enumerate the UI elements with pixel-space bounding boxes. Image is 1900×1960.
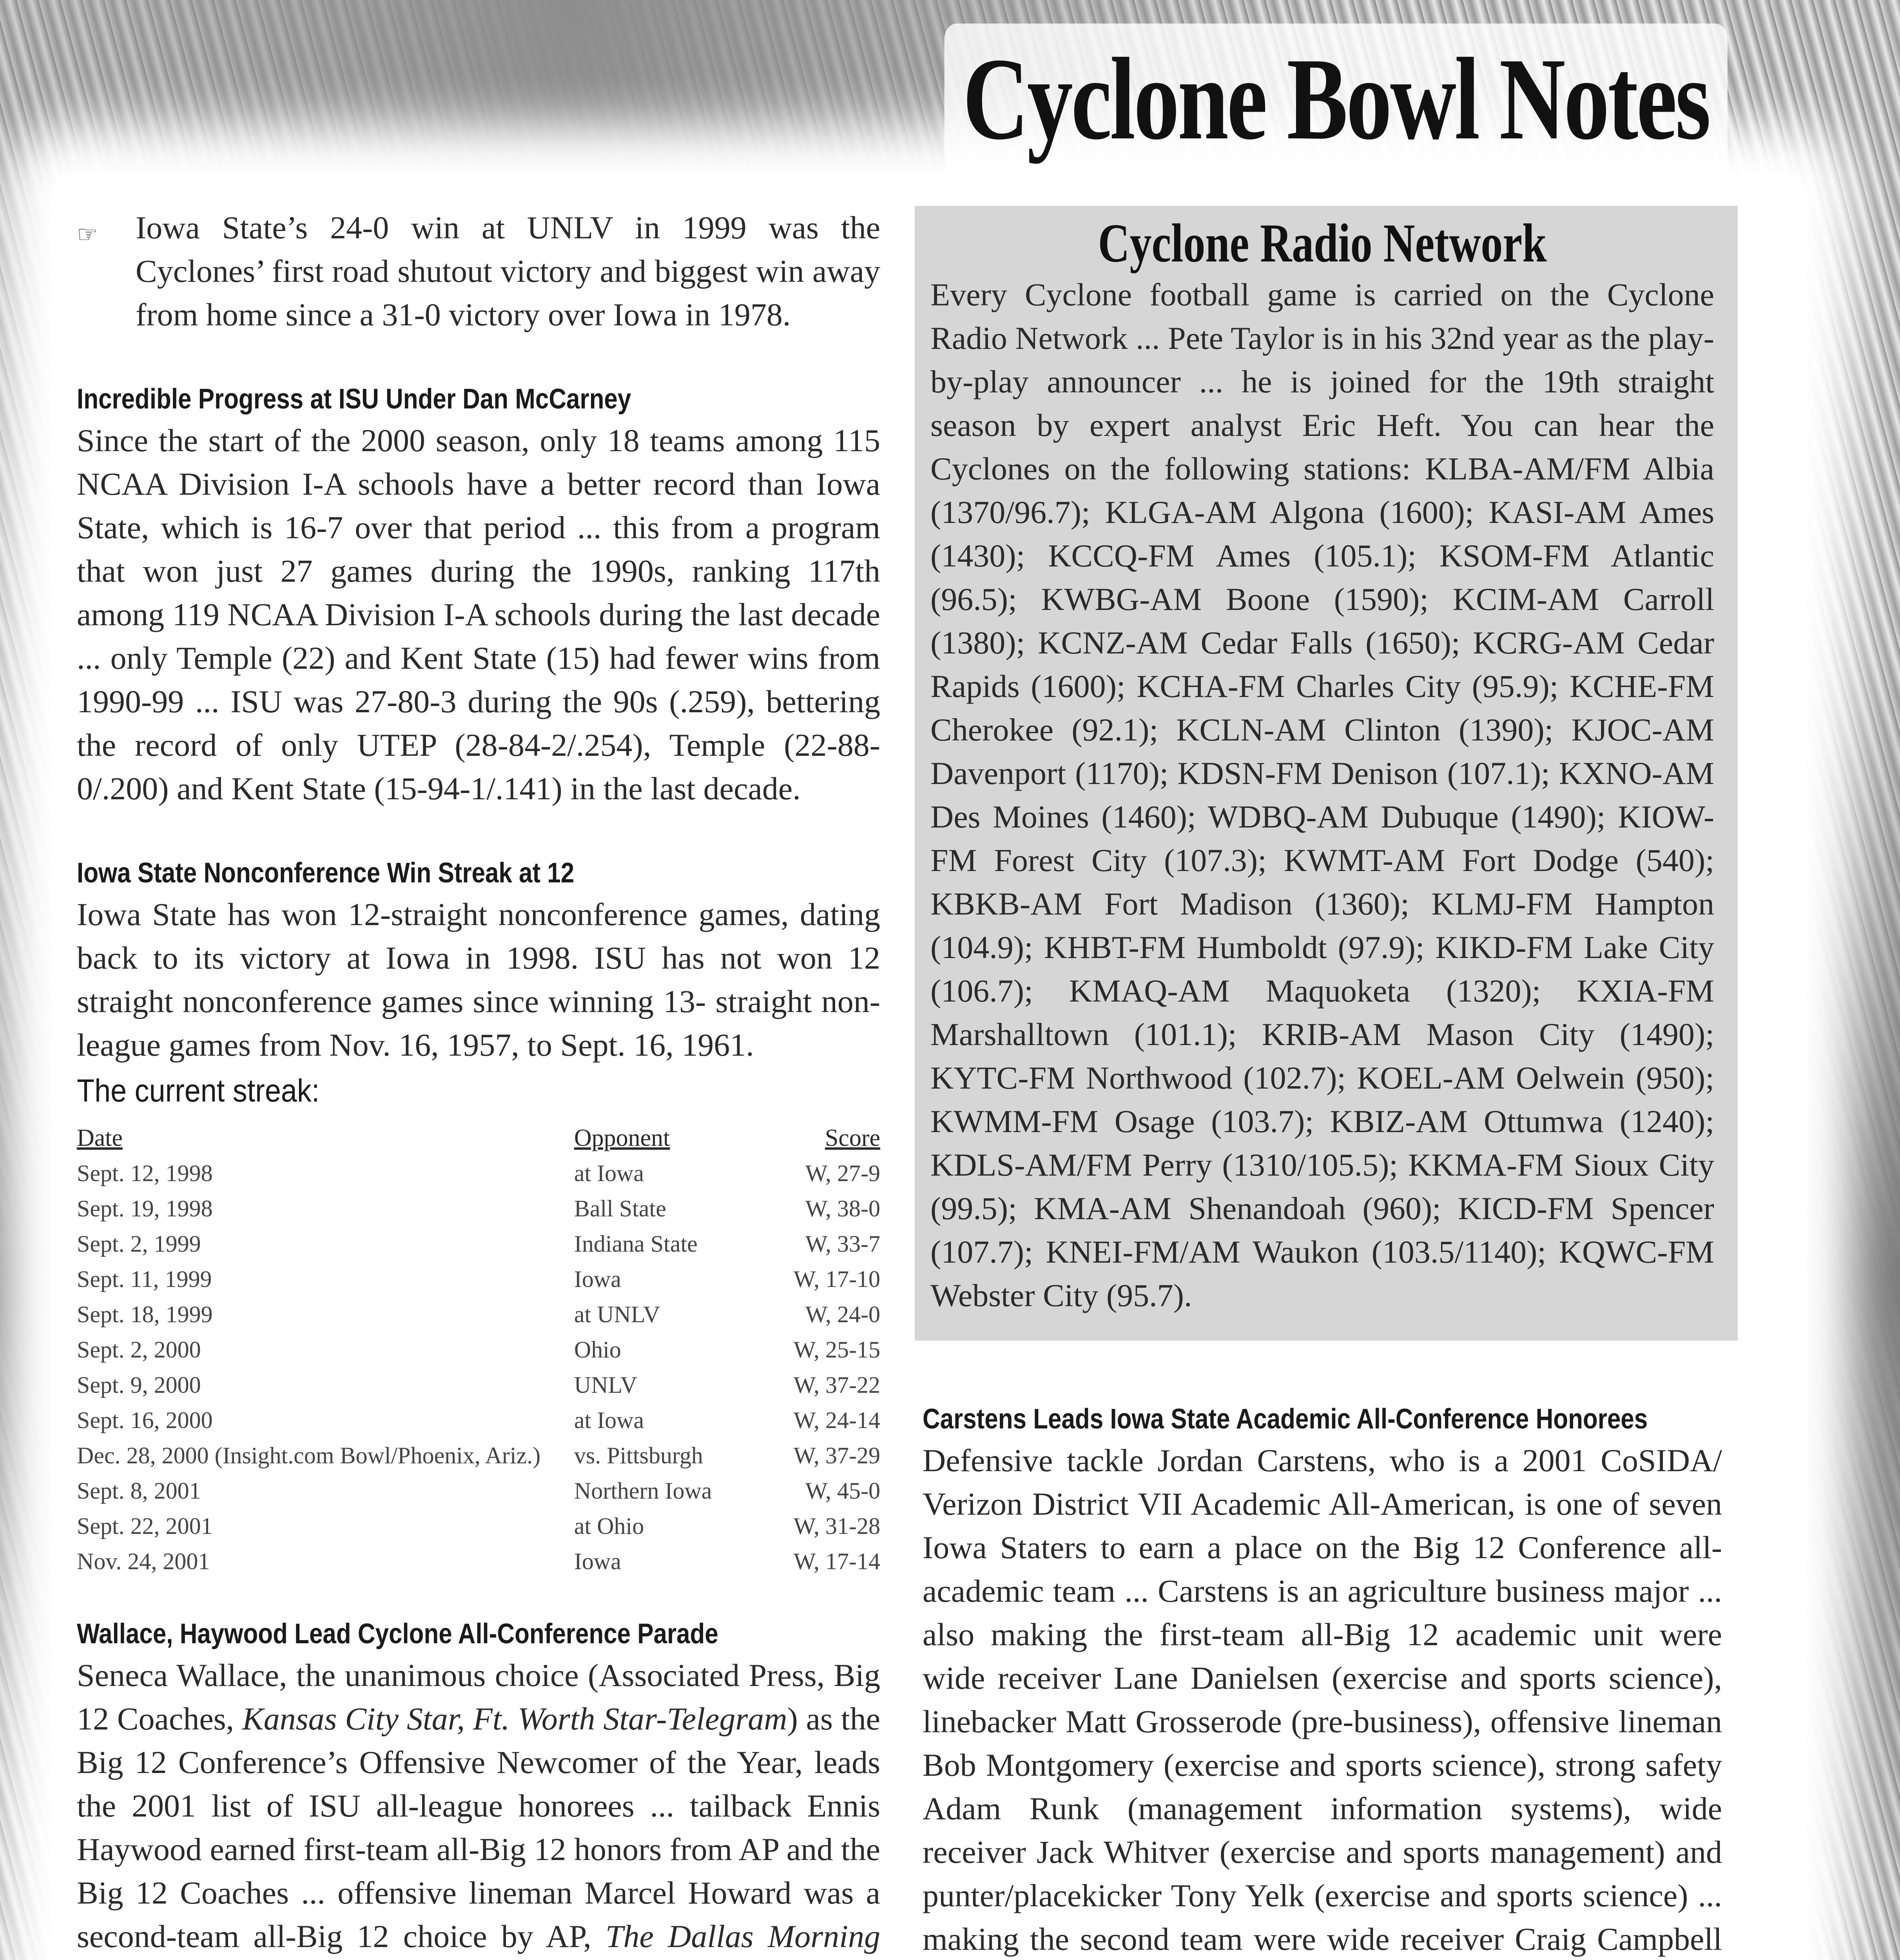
- streak-score: W, 37-22: [793, 1372, 880, 1398]
- streak-row: [77, 1261, 880, 1297]
- allconf-section: [77, 1614, 880, 1960]
- streak-score: W, 17-10: [793, 1266, 880, 1292]
- col-opponent-header: Opponent: [574, 1125, 670, 1151]
- streak-row: [77, 1403, 880, 1438]
- streak-opponent: Ohio: [574, 1337, 621, 1363]
- streak-opponent: at Ohio: [574, 1513, 644, 1539]
- streak-date: Sept. 11, 1999: [77, 1266, 212, 1292]
- streak-opponent: at UNLV: [574, 1301, 660, 1327]
- streak-row: [77, 1156, 880, 1191]
- streak-score: W, 17-14: [793, 1548, 880, 1574]
- streak-row: [77, 1191, 880, 1226]
- streak-date: Sept. 9, 2000: [77, 1372, 201, 1398]
- radio-heading: Cyclone Radio Network: [1098, 213, 1547, 274]
- intro-bullet: [77, 206, 880, 336]
- streak-score: W, 38-0: [805, 1196, 880, 1221]
- streak-body: Iowa State has won 12-straight nonconference games, dating back to its victory at Iowa in 1998. ISU has not won 12 straight nonconference games since winning 13- straight non-league games from Nov. 16, 1957, to Sept. 16, 1961.: [77, 897, 880, 1063]
- pointing-hand-icon: ☞: [77, 221, 98, 247]
- streak-date: Sept. 8, 2001: [77, 1478, 201, 1504]
- streak-opponent: at Iowa: [574, 1407, 644, 1433]
- streak-date: Sept. 2, 2000: [77, 1337, 201, 1363]
- streak-score: W, 24-14: [793, 1407, 880, 1433]
- allconf-body: [77, 1653, 880, 1960]
- progress-heading: Incredible Progress at ISU Under Dan McCarney: [77, 383, 631, 415]
- streak-subhead: The current streak:: [77, 1073, 320, 1109]
- streak-score: W, 33-7: [805, 1231, 880, 1257]
- progress-section: [77, 379, 880, 810]
- streak-opponent: Northern Iowa: [574, 1478, 712, 1504]
- streak-row: [77, 1297, 880, 1332]
- streak-date: Dec. 28, 2000 (Insight.com Bowl/Phoenix, Ariz.): [77, 1443, 541, 1468]
- streak-opponent: Indiana State: [574, 1231, 698, 1257]
- streak-score: W, 37-29: [793, 1443, 880, 1468]
- streak-opponent: at Iowa: [574, 1160, 644, 1186]
- col-date-header: Date: [77, 1125, 123, 1151]
- streak-date: Sept. 2, 1999: [77, 1231, 201, 1257]
- left-column: [77, 206, 880, 1960]
- streak-date: Sept. 12, 1998: [77, 1160, 213, 1186]
- allconf-text-1: Seneca Wallace, the unanimous choice (Associated Press, Big 12 Coaches,: [77, 1657, 880, 1737]
- streak-opponent: Ball State: [574, 1196, 666, 1221]
- streak-opponent: Iowa: [574, 1266, 621, 1292]
- streak-row: [77, 1367, 880, 1403]
- streak-date: Sept. 22, 2001: [77, 1513, 213, 1539]
- allconf-italic-2: The Dallas Morning: [605, 1918, 880, 1954]
- streak-row: [77, 1544, 880, 1579]
- streak-opponent: Iowa: [574, 1548, 621, 1574]
- streak-date: Sept. 18, 1999: [77, 1301, 213, 1327]
- streak-date: Sept. 19, 1998: [77, 1196, 213, 1221]
- streak-section: [77, 853, 880, 1579]
- allconf-text-2: ) as the Big 12 Conference’s Offensive Newcomer of the Year, leads the 2001 list of ISU all-league honorees ... tailback Ennis Haywood earned first-team all-Big 12 honors from AP and the Big 12 Coaches ... offensive lineman Marcel Howard was a second-team all-Big 12 choice by AP,: [77, 1701, 880, 1954]
- streak-score: W, 45-0: [805, 1478, 880, 1504]
- streak-score: W, 31-28: [793, 1513, 880, 1539]
- streak-row: [77, 1438, 880, 1473]
- academic-body: Defensive tackle Jordan Carstens, who is a 2001 CoSIDA/ Verizon District VII Academic All-American, is one of seven Iowa Staters to earn a place on the Big 12 Conference all-academic team ... Carstens is an agriculture business major ... also making the first-team all-Big 12 academic unit were wide receiver Lane Danielsen (exercise and sports science), linebacker Matt Grosserode (pre-business), offensive lineman Bob Montgomery (exercise and sports science), strong safety Adam Runk (management information systems), wide receiver Jack Whitver (exercise and sports management) and punter/placekicker Tony Yelk (exercise and sports science) ... making the second team were wide receiver Craig Campbell: [923, 1443, 1722, 1957]
- academic-section: [923, 1399, 1722, 1960]
- intro-bullet-text: Iowa State’s 24-0 win at UNLV in 1999 was the Cyclones’ first road shutout victory and biggest win away from home since a 31-0 victory over Iowa in 1978.: [136, 210, 880, 332]
- streak-row: [77, 1473, 880, 1508]
- streak-table: [77, 1120, 880, 1579]
- page-title: Cyclone Bowl Notes: [945, 24, 1728, 174]
- col-score-header: Score: [825, 1125, 880, 1151]
- progress-body: Since the start of the 2000 season, only 18 teams among 115 NCAA Division I-A schools have a better record than Iowa State, which is 16-7 over that period ... this from a program that won just 27 games during the 1990s, ranking 117th among 119 NCAA Division I-A schools during the last decade ... only Temple (22) and Kent State (15) had fewer wins from 1990-99 ... ISU was 27-80-3 during the 90s (.259), bettering the record of only UTEP (28-84-2/.254), Temple (22-88-0/.200) and Kent State (15-94-1/.141) in the last decade.: [77, 423, 880, 806]
- streak-opponent: vs. Pittsburgh: [574, 1443, 703, 1468]
- streak-score: W, 24-0: [805, 1301, 880, 1327]
- allconf-heading: Wallace, Haywood Lead Cyclone All-Conference Parade: [77, 1618, 718, 1650]
- allconf-italic-1: Kansas City Star, Ft. Worth Star-Telegram: [242, 1701, 787, 1737]
- academic-heading: Carstens Leads Iowa State Academic All-Conference Honorees: [923, 1403, 1648, 1435]
- streak-score: W, 27-9: [805, 1160, 880, 1186]
- streak-row: [77, 1508, 880, 1544]
- right-column: [923, 206, 1722, 1960]
- streak-table-header: [77, 1120, 880, 1156]
- streak-date: Nov. 24, 2001: [77, 1548, 210, 1574]
- streak-row: [77, 1332, 880, 1367]
- streak-score: W, 25-15: [793, 1337, 880, 1363]
- streak-opponent: UNLV: [574, 1372, 638, 1398]
- radio-network-box: [915, 206, 1738, 1341]
- streak-date: Sept. 16, 2000: [77, 1407, 213, 1433]
- streak-row: [77, 1226, 880, 1261]
- streak-heading: Iowa State Nonconference Win Streak at 12: [77, 857, 575, 889]
- radio-body: Every Cyclone football game is carried on the Cyclone Radio Network ... Pete Taylor is in his 32nd year as the play-by-play announcer ... he is joined for the 19th straight season by expert analyst Eric Heft. You can hear the Cyclones on the following stations: KLBA-AM/FM Albia (1370/96.7); KLGA-AM Algona (1600); KASI-AM Ames (1430); KCCQ-FM Ames (105.1); KSOM-FM Atlantic (96.5); KWBG-AM Boone (1590); KCIM-AM Carroll (1380); KCNZ-AM Cedar Falls (1650); KCRG-AM Cedar Rapids (1600); KCHA-FM Charles City (95.9); KCHE-FM Cherokee (92.1); KCLN-AM Clinton (1390); KJOC-AM Davenport (1170); KDSN-FM Denison (107.1); KXNO-AM Des Moines (1460); WDBQ-AM Dubuque (1490); KIOW-FM Forest City (107.3); KWMT-AM Fort Dodge (540); KBKB-AM Fort Madison (1360); KLMJ-FM Hampton (104.9); KHBT-FM Humboldt (97.9); KIKD-FM Lake City (106.7); KMAQ-AM Maquoketa (1320); KXIA-FM Marshalltown (101.1); KRIB-AM Mason City (1490); KYTC-FM Northwood (102.7); KOEL-AM Oelwein (950); KWMM-FM Osage (103.7); KBIZ-AM Ottumwa (1240); KDLS-AM/FM Perry (1310/105.5); KKMA-FM Sioux City (99.5); KMA-AM Shenandoah (960); KICD-FM Spencer (107.7); KNEI-FM/AM Waukon (103.5/1140); KQWC-FM Webster City (95.7).: [930, 277, 1714, 1313]
